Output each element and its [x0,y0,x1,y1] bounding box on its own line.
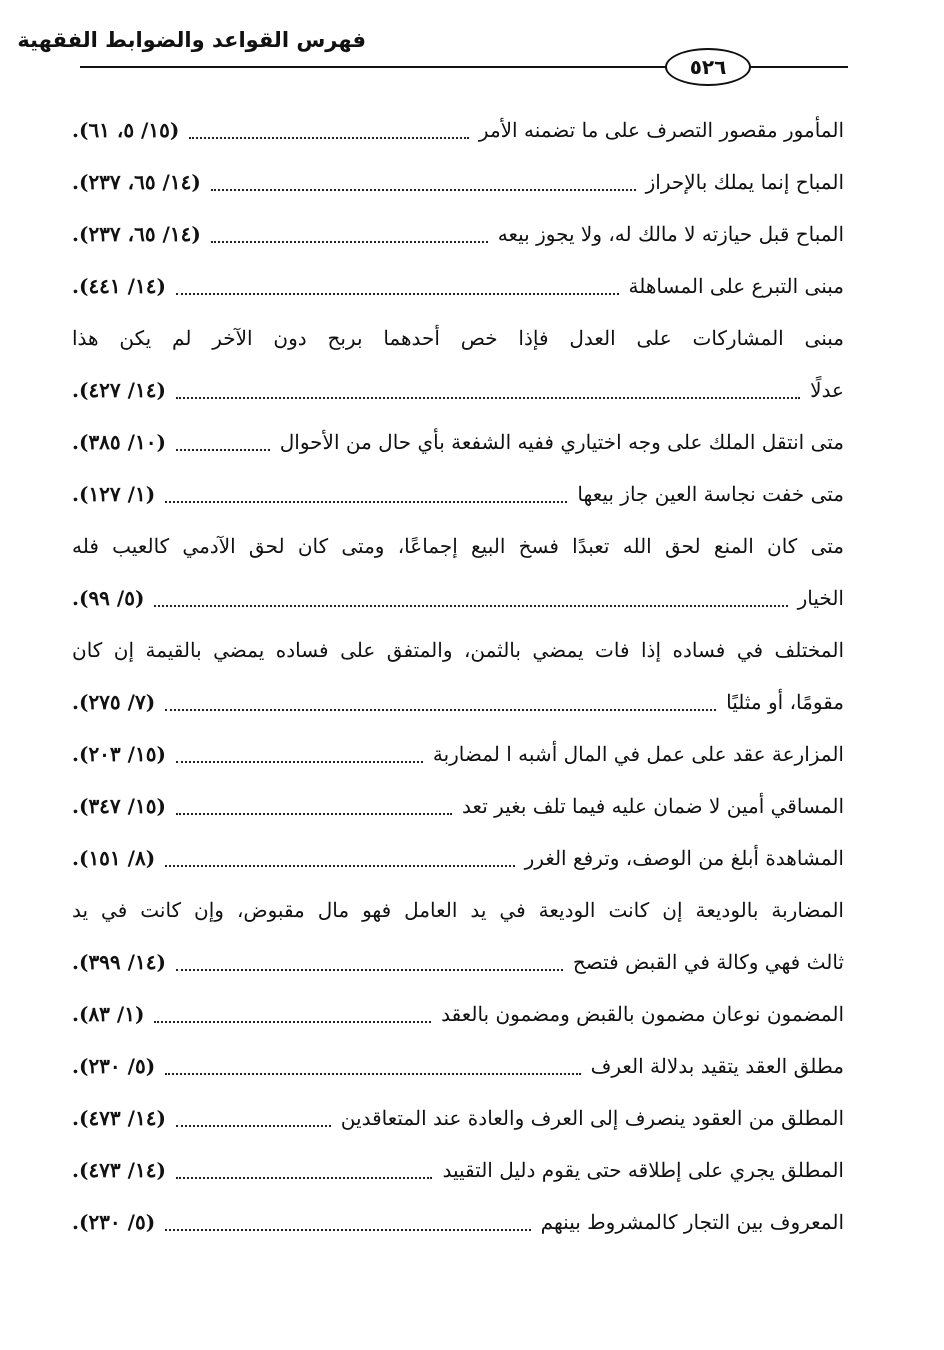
dot-leader [176,1123,331,1127]
entry-reference: (١٥/ ٢٠٣). [72,742,166,766]
entry-reference: (٥/ ٢٣٠). [72,1054,156,1078]
entry-reference: (٨/ ١٥١). [72,846,156,870]
entry-line [72,312,844,364]
dot-leader [176,759,423,763]
dot-leader [176,811,452,815]
dot-leader [154,1019,431,1023]
dot-leader [176,967,563,971]
entry-text: المضاربة بالوديعة إن كانت الوديعة في يد العامل فهو مال مقبوض، وإن كانت في يد [72,898,844,922]
index-entry [72,728,844,780]
running-header-title: فهرس القواعد والضوابط الفقهية [17,28,366,52]
entry-line [72,728,844,780]
entry-line [72,260,844,312]
entry-line [72,676,844,728]
index-entry [72,780,844,832]
entry-line [72,936,844,988]
entry-reference: (٥/ ٢٣٠). [72,1210,156,1234]
index-entry [72,312,844,416]
index-entry [72,260,844,312]
page-number: ٥٢٦ [665,48,751,86]
entry-reference: (١٤/ ٤٧٣). [72,1158,166,1182]
entry-text: متى كان المنع لحق الله تعبدًا فسخ البيع إجماعًا، ومتى كان لحق الآدمي كالعيب فله [72,534,844,558]
entry-text: المباح إنما يملك بالإحراز [645,170,844,194]
dot-leader [176,291,619,295]
index-entry [72,1040,844,1092]
entry-line [72,1196,844,1248]
entry-line [72,988,844,1040]
dot-leader [154,603,787,607]
dot-leader [189,135,469,139]
entry-line [72,884,844,936]
dot-leader [165,863,514,867]
entry-reference: (١٤/ ٣٩٩). [72,950,166,974]
index-entry [72,156,844,208]
entry-text: مطلق العقد يتقيد بدلالة العرف [590,1054,844,1078]
entry-reference: (١٤/ ٤٧٣). [72,1106,166,1130]
dot-leader [176,1175,433,1179]
entry-text: المباح قبل حيازته لا مالك له، ولا يجوز بيعه [497,222,844,246]
entry-reference: (٧/ ٢٧٥). [72,690,156,714]
entry-reference: (١٤/ ٤٢٧). [72,378,166,402]
index-entry [72,832,844,884]
index-entry [72,1092,844,1144]
entry-text: مقومًا، أو مثليًا [726,690,844,714]
entry-reference: (٥/ ٩٩). [72,586,145,610]
entry-text: متى انتقل الملك على وجه اختياري ففيه الشفعة بأي حال من الأحوال [279,430,844,454]
entry-text: مبنى التبرع على المساهلة [628,274,844,298]
entry-reference: (١/ ٨٣). [72,1002,145,1026]
dot-leader [165,499,567,503]
entry-reference: (١٤/ ٤٤١). [72,274,166,298]
dot-leader [211,187,636,191]
index-entry [72,1196,844,1248]
entry-line [72,416,844,468]
entry-line [72,364,844,416]
entry-text: مبنى المشاركات على العدل فإذا خص أحدهما بربح دون الآخر لم يكن هذا [72,326,844,350]
entry-line [72,156,844,208]
entry-text: عدلًا [810,378,844,402]
dot-leader [176,447,270,451]
entry-text: المساقي أمين لا ضمان عليه فيما تلف بغير تعد [462,794,844,818]
entry-line [72,1092,844,1144]
entry-text: الخيار [797,586,844,610]
dot-leader [165,1071,580,1075]
index-entry [72,520,844,624]
index-entry [72,416,844,468]
entry-reference: (١٥/ ٣٤٧). [72,794,166,818]
entry-line [72,1040,844,1092]
entry-line [72,624,844,676]
entry-reference: (١٤/ ٦٥، ٢٣٧). [72,170,201,194]
entry-line [72,780,844,832]
index-entry [72,104,844,156]
index-entry [72,468,844,520]
index-entry [72,988,844,1040]
entry-text: المطلق يجري على إطلاقه حتى يقوم دليل التقييد [442,1158,844,1182]
entry-reference: (١٤/ ٦٥، ٢٣٧). [72,222,201,246]
entry-line [72,572,844,624]
entry-line [72,520,844,572]
entry-line [72,468,844,520]
entry-line [72,104,844,156]
dot-leader [165,1227,530,1231]
entry-text: المشاهدة أبلغ من الوصف، وترفع الغرر [524,846,844,870]
index-entry [72,208,844,260]
entry-text: المأمور مقصور التصرف على ما تضمنه الأمر [478,118,844,142]
dot-leader [165,707,716,711]
entry-text: المطلق من العقود ينصرف إلى العرف والعادة عند المتعاقدين [340,1106,844,1130]
entry-text: المختلف في فساده إذا فات يمضي بالثمن، والمتفق على فساده يمضي بالقيمة إن كان [72,638,844,662]
index-entry [72,1144,844,1196]
entry-text: المزارعة عقد على عمل في المال أشبه ا لمضاربة [432,742,844,766]
entry-line [72,208,844,260]
entry-reference: (١٠/ ٣٨٥). [72,430,166,454]
index-entry [72,884,844,988]
entry-line [72,832,844,884]
entry-text: المضمون نوعان مضمون بالقبض ومضمون بالعقد [441,1002,844,1026]
entry-reference: (١٥/ ٥، ٦١). [72,118,180,142]
index-entry [72,624,844,728]
dot-leader [211,239,488,243]
entry-text: متى خفت نجاسة العين جاز بيعها [577,482,844,506]
entry-reference: (١/ ١٢٧). [72,482,156,506]
index-entry-list [72,104,844,1248]
dot-leader [176,395,800,399]
entry-text: المعروف بين التجار كالمشروط بينهم [540,1210,844,1234]
entry-line [72,1144,844,1196]
entry-text: ثالث فهي وكالة في القبض فتصح [572,950,844,974]
